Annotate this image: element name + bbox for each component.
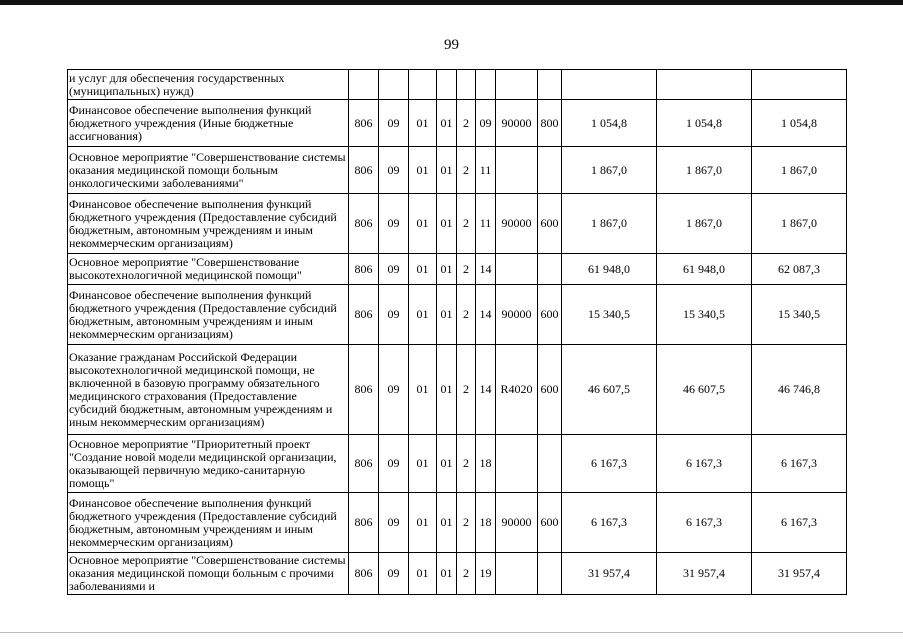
code-cell: 19 (476, 553, 496, 595)
code-cell (538, 553, 562, 595)
code-cell: 01 (437, 435, 457, 493)
row-description: Основное мероприятие "Приоритетный проект "Создание новой модели медицинской организации, оказывающей первичную медико-санитарную помощь" (68, 435, 349, 493)
code-cell (496, 435, 538, 493)
code-cell: 800 (538, 100, 562, 147)
amount-cell: 1 867,0 (657, 194, 752, 254)
code-cell: 806 (349, 147, 379, 194)
table-row (68, 285, 847, 345)
amount-cell: 1 867,0 (562, 194, 657, 254)
row-description: Основное мероприятие "Совершенствование системы оказания медицинской помощи больным с прочими заболеваниями и (68, 553, 349, 595)
code-cell: 90000 (496, 194, 538, 254)
code-cell: 600 (538, 345, 562, 435)
code-cell: 01 (437, 285, 457, 345)
table-row (68, 147, 847, 194)
row-description: и услуг для обеспечения государственных (муниципальных) нужд) (68, 70, 349, 100)
code-cell: R4020 (496, 345, 538, 435)
code-cell: 2 (457, 345, 476, 435)
code-cell: 09 (379, 435, 409, 493)
amount-cell: 1 867,0 (752, 147, 847, 194)
code-cell: 01 (409, 147, 437, 194)
code-cell: 600 (538, 285, 562, 345)
code-cell: 14 (476, 254, 496, 285)
code-cell: 01 (409, 194, 437, 254)
code-cell: 2 (457, 147, 476, 194)
code-cell: 09 (379, 100, 409, 147)
code-cell (437, 70, 457, 100)
code-cell: 01 (437, 345, 457, 435)
amount-cell (657, 70, 752, 100)
code-cell: 14 (476, 285, 496, 345)
code-cell: 11 (476, 147, 496, 194)
code-cell: 01 (409, 435, 437, 493)
code-cell: 01 (409, 345, 437, 435)
amount-cell: 15 340,5 (752, 285, 847, 345)
row-description: Основное мероприятие "Совершенствование системы оказания медицинской помощи больным онкологическими заболеваниями" (68, 147, 349, 194)
row-description: Финансовое обеспечение выполнения функций бюджетного учреждения (Предоставление субсидий бюджетным, автономным учреждениям и иным некоммерческим организациям) (68, 194, 349, 254)
row-description: Финансовое обеспечение выполнения функций бюджетного учреждения (Предоставление субсидий бюджетным, автономным учреждениям и иным некоммерческим организациям) (68, 493, 349, 553)
budget-table (67, 69, 847, 595)
code-cell: 01 (437, 147, 457, 194)
code-cell: 2 (457, 100, 476, 147)
code-cell: 01 (409, 285, 437, 345)
amount-cell: 46 746,8 (752, 345, 847, 435)
code-cell: 01 (437, 254, 457, 285)
code-cell: 09 (379, 147, 409, 194)
code-cell: 806 (349, 435, 379, 493)
code-cell: 18 (476, 493, 496, 553)
code-cell: 600 (538, 194, 562, 254)
code-cell: 2 (457, 254, 476, 285)
amount-cell (752, 70, 847, 100)
amount-cell: 1 054,8 (752, 100, 847, 147)
code-cell (538, 70, 562, 100)
code-cell (379, 70, 409, 100)
row-description: Основное мероприятие "Совершенствование высокотехнологичной медицинской помощи" (68, 254, 349, 285)
amount-cell: 15 340,5 (657, 285, 752, 345)
amount-cell: 1 867,0 (657, 147, 752, 194)
amount-cell: 31 957,4 (752, 553, 847, 595)
code-cell (457, 70, 476, 100)
amount-cell: 62 087,3 (752, 254, 847, 285)
table-row (68, 553, 847, 595)
amount-cell: 46 607,5 (562, 345, 657, 435)
code-cell: 01 (409, 100, 437, 147)
code-cell: 09 (476, 100, 496, 147)
amount-cell: 6 167,3 (562, 493, 657, 553)
code-cell: 806 (349, 345, 379, 435)
code-cell (538, 435, 562, 493)
amount-cell: 61 948,0 (562, 254, 657, 285)
amount-cell: 1 867,0 (562, 147, 657, 194)
code-cell: 01 (437, 493, 457, 553)
code-cell: 01 (437, 194, 457, 254)
amount-cell (562, 70, 657, 100)
code-cell: 90000 (496, 493, 538, 553)
code-cell: 806 (349, 493, 379, 553)
amount-cell: 1 867,0 (752, 194, 847, 254)
code-cell: 806 (349, 553, 379, 595)
code-cell: 01 (437, 100, 457, 147)
code-cell: 90000 (496, 100, 538, 147)
table-row (68, 100, 847, 147)
code-cell: 09 (379, 254, 409, 285)
amount-cell: 1 054,8 (562, 100, 657, 147)
amount-cell: 6 167,3 (562, 435, 657, 493)
amount-cell: 6 167,3 (657, 493, 752, 553)
amount-cell: 61 948,0 (657, 254, 752, 285)
table-row (68, 194, 847, 254)
code-cell: 01 (409, 553, 437, 595)
code-cell: 09 (379, 553, 409, 595)
code-cell: 01 (409, 254, 437, 285)
code-cell: 14 (476, 345, 496, 435)
amount-cell: 31 957,4 (562, 553, 657, 595)
bottom-border (0, 632, 903, 633)
code-cell (496, 553, 538, 595)
row-description: Финансовое обеспечение выполнения функций бюджетного учреждения (Предоставление субсидий бюджетным, автономным учреждениям и иным некоммерческим организациям) (68, 285, 349, 345)
code-cell (496, 254, 538, 285)
code-cell: 90000 (496, 285, 538, 345)
code-cell: 2 (457, 493, 476, 553)
code-cell: 18 (476, 435, 496, 493)
code-cell: 2 (457, 285, 476, 345)
amount-cell: 31 957,4 (657, 553, 752, 595)
code-cell (409, 70, 437, 100)
row-description: Финансовое обеспечение выполнения функций бюджетного учреждения (Иные бюджетные ассигнования) (68, 100, 349, 147)
code-cell (538, 147, 562, 194)
code-cell: 09 (379, 493, 409, 553)
code-cell: 09 (379, 285, 409, 345)
code-cell: 01 (409, 493, 437, 553)
code-cell (496, 147, 538, 194)
code-cell (349, 70, 379, 100)
code-cell (476, 70, 496, 100)
amount-cell: 1 054,8 (657, 100, 752, 147)
code-cell: 2 (457, 553, 476, 595)
amount-cell: 6 167,3 (657, 435, 752, 493)
code-cell (496, 70, 538, 100)
code-cell: 09 (379, 345, 409, 435)
code-cell: 806 (349, 254, 379, 285)
page-number: 99 (444, 37, 459, 53)
table-row (68, 70, 847, 100)
code-cell: 11 (476, 194, 496, 254)
code-cell: 806 (349, 100, 379, 147)
amount-cell: 6 167,3 (752, 493, 847, 553)
table-row (68, 254, 847, 285)
code-cell: 2 (457, 194, 476, 254)
code-cell: 09 (379, 194, 409, 254)
code-cell: 2 (457, 435, 476, 493)
amount-cell: 6 167,3 (752, 435, 847, 493)
row-description: Оказание гражданам Российской Федерации высокотехнологичной медицинской помощи, не включенной в базовую программу обязательного медицинского страхования (Предоставление субсидий бюджетным, автономным учреждениям и иным некоммерческим организациям) (68, 345, 349, 435)
top-border (0, 0, 903, 5)
code-cell: 600 (538, 493, 562, 553)
amount-cell: 46 607,5 (657, 345, 752, 435)
code-cell (538, 254, 562, 285)
table-row (68, 493, 847, 553)
table-row (68, 345, 847, 435)
table-row (68, 435, 847, 493)
code-cell: 806 (349, 285, 379, 345)
code-cell: 806 (349, 194, 379, 254)
amount-cell: 15 340,5 (562, 285, 657, 345)
code-cell: 01 (437, 553, 457, 595)
